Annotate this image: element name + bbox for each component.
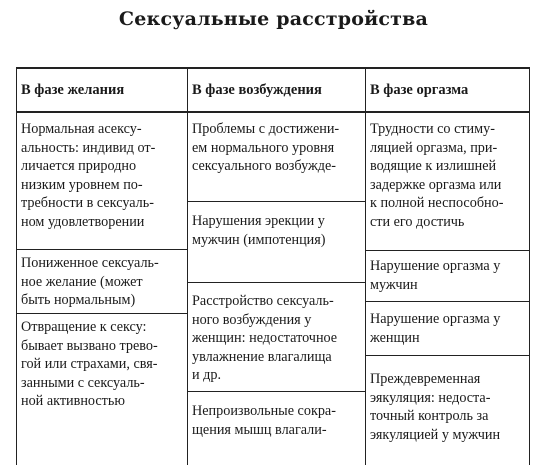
disorders-table: [16, 67, 530, 465]
col1-row-divider-1: [16, 249, 188, 250]
orgasm-cell-premature: Преждевременная эякуляция: недоста- точный контроль за эякуляцией у мужчин: [370, 371, 501, 443]
col2-row-divider-2: [187, 282, 366, 283]
col2-row-divider-3: [187, 391, 366, 392]
orgasm-cell-male: Нарушение оргазма у мужчин: [370, 258, 501, 293]
arousal-cell-involuntary: Непроизвольные сокра- щения мышц влагали-: [192, 403, 336, 438]
arousal-cell-problems: Проблемы с достижени- ем нормального уровня сексуального возбужде-: [192, 121, 340, 175]
orgasm-cell-female: Нарушение оргазма у женщин: [370, 311, 501, 346]
desire-cell-asexuality: Нормальная асексу- альность: индивид от- личается природно низким уровнем по- требности в сексуаль- ном удовлетворении: [21, 121, 156, 230]
table-left-border: [16, 67, 17, 465]
header-desire-phase: В фазе желания: [21, 82, 125, 98]
table-top-border: [16, 67, 530, 69]
col3-row-divider-1: [365, 250, 530, 251]
desire-cell-aversion: Отвращение к сексу: бывает вызвано трево- гой или страхами, свя- занными с сексуаль- ной активностью: [21, 319, 158, 410]
table-right-border: [529, 67, 530, 465]
orgasm-cell-difficulties: Трудности со стиму- ляцией оргазма, при- водящие к излишней задержке оргазма или к полной неспособно- сти его достичь: [370, 121, 504, 230]
header-bottom-border: [16, 111, 530, 113]
desire-cell-reduced-desire: Пониженное сексуаль- ное желание (может быть нормальным): [21, 255, 159, 309]
col3-row-divider-3: [365, 355, 530, 356]
header-orgasm-phase: В фазе оргазма: [370, 82, 469, 98]
arousal-cell-female-arousal: Расстройство сексуаль- ного возбуждения у женщин: недостаточное увлажнение влагалища и др.: [192, 293, 338, 384]
col3-row-divider-2: [365, 301, 530, 302]
page-title: Сексуальные расстройства: [118, 8, 429, 30]
column-divider-1: [187, 67, 188, 465]
col2-row-divider-1: [187, 201, 366, 202]
header-arousal-phase: В фазе возбуждения: [192, 82, 322, 98]
col1-row-divider-2: [16, 313, 188, 314]
arousal-cell-erectile: Нарушения эрекции у мужчин (импотенция): [192, 213, 326, 248]
column-divider-2: [365, 67, 366, 465]
